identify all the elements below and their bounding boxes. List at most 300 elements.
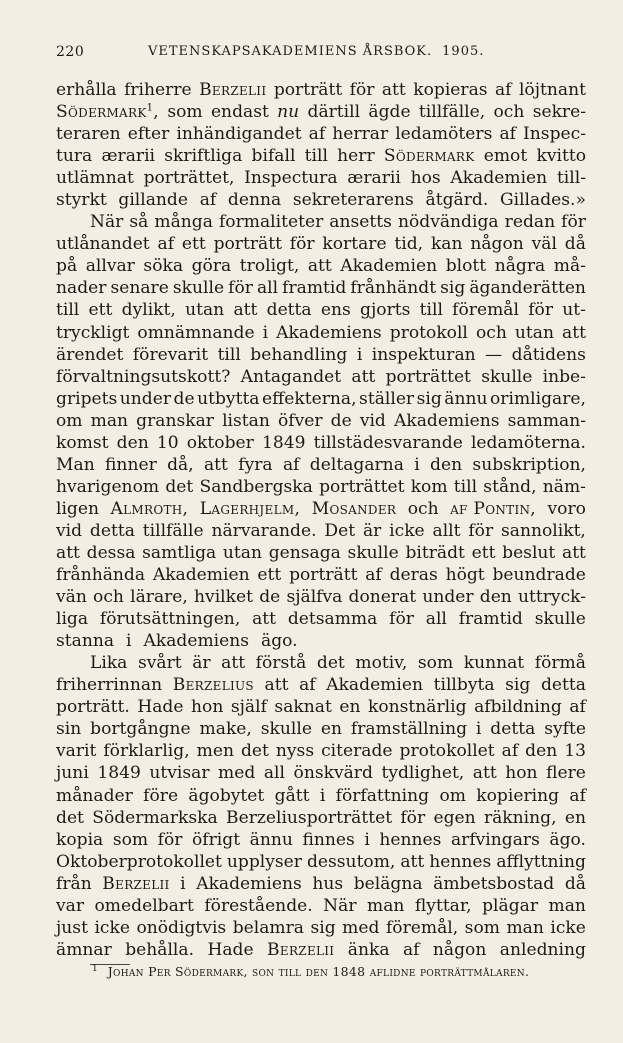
word: plägar bbox=[482, 895, 538, 916]
word: att bbox=[203, 454, 228, 475]
word: den bbox=[479, 587, 512, 608]
word: sin bbox=[56, 719, 82, 740]
word: vän bbox=[56, 587, 87, 608]
word: protokollet bbox=[399, 741, 495, 762]
word: som bbox=[167, 102, 203, 123]
word: en bbox=[339, 697, 361, 718]
word: önskvärd bbox=[293, 763, 373, 784]
word: änka bbox=[347, 939, 390, 960]
word: man bbox=[548, 895, 586, 916]
word: skulle bbox=[260, 719, 312, 740]
text-line bbox=[56, 785, 586, 807]
word: detsamma bbox=[287, 609, 378, 630]
word: uttryck- bbox=[518, 587, 586, 608]
word: icke bbox=[94, 917, 130, 938]
footnote bbox=[92, 964, 592, 979]
word: Hade bbox=[137, 697, 184, 718]
word: stanna bbox=[56, 631, 115, 652]
word: af bbox=[569, 697, 586, 718]
word: skulle bbox=[172, 278, 225, 299]
word: all bbox=[256, 278, 279, 299]
word: själf bbox=[230, 697, 267, 718]
word: ämbetsbostad bbox=[433, 873, 555, 894]
text-line bbox=[56, 277, 586, 299]
word: tillstädesvarande bbox=[313, 432, 463, 453]
word: omedelbart bbox=[94, 895, 194, 916]
word: att bbox=[562, 322, 586, 343]
word: i bbox=[364, 829, 370, 850]
word: ägobytet bbox=[188, 785, 265, 806]
word: granskar bbox=[136, 410, 214, 431]
word: Södermark bbox=[383, 146, 475, 167]
word: deras bbox=[389, 565, 438, 586]
word: gjorts bbox=[360, 300, 411, 321]
word: af bbox=[499, 124, 516, 145]
text-line bbox=[56, 564, 586, 586]
word: Almroth, bbox=[110, 498, 189, 519]
word: Inspec- bbox=[523, 124, 586, 145]
word: upplyser bbox=[226, 851, 302, 872]
word: att bbox=[233, 300, 258, 321]
word: belägna bbox=[353, 873, 423, 894]
word: kopiering bbox=[476, 785, 560, 806]
word: egen bbox=[433, 807, 476, 828]
word: med bbox=[218, 763, 256, 784]
word: efter bbox=[127, 124, 170, 145]
word: för bbox=[389, 609, 414, 630]
word: sig bbox=[310, 917, 336, 938]
word: inspekturan bbox=[371, 344, 476, 365]
text-line bbox=[56, 344, 586, 366]
word: hennes bbox=[379, 829, 442, 850]
word: i bbox=[475, 719, 482, 740]
word: det bbox=[316, 653, 345, 674]
word: framtid bbox=[458, 609, 523, 630]
word: friherrinnan bbox=[56, 675, 163, 696]
word: ställer bbox=[359, 388, 415, 409]
text-line bbox=[56, 233, 586, 255]
word: oktober bbox=[186, 432, 254, 453]
word: om bbox=[56, 410, 83, 431]
word: före bbox=[143, 785, 179, 806]
word: för bbox=[561, 212, 586, 233]
word: några bbox=[494, 256, 546, 277]
text-line bbox=[56, 101, 586, 123]
word: Akademien bbox=[152, 565, 250, 586]
word: allt bbox=[432, 520, 461, 541]
word: arfvingars bbox=[450, 829, 540, 850]
text-line bbox=[56, 299, 586, 321]
word: ännu bbox=[249, 829, 293, 850]
word: Akademiens bbox=[143, 631, 250, 652]
text-line bbox=[56, 917, 586, 939]
text-line bbox=[56, 167, 586, 189]
word: gillande bbox=[118, 190, 188, 211]
text-line bbox=[56, 939, 586, 961]
word: erhålla bbox=[56, 80, 117, 100]
word: de bbox=[330, 410, 352, 431]
text-line bbox=[56, 388, 586, 410]
word: gått bbox=[274, 785, 310, 806]
word: som bbox=[112, 829, 149, 850]
word: detta bbox=[490, 719, 536, 740]
word: Gillades.» bbox=[499, 190, 586, 211]
word: en bbox=[320, 719, 343, 740]
word: beundrade bbox=[492, 565, 586, 586]
text-line bbox=[56, 542, 586, 564]
word: Södermarkska bbox=[92, 807, 218, 828]
word: Berzeliusporträttet bbox=[226, 807, 393, 828]
word: väl bbox=[531, 234, 557, 255]
text-line bbox=[56, 851, 586, 873]
word: ansetts bbox=[329, 212, 392, 233]
word: någon bbox=[470, 234, 524, 255]
text-line bbox=[56, 762, 586, 784]
word: löjtnant bbox=[518, 80, 586, 100]
word: Akademien bbox=[340, 256, 438, 277]
word: den bbox=[116, 432, 149, 453]
word: gripets bbox=[56, 388, 118, 409]
word: själfva bbox=[286, 587, 343, 608]
word: Sandbergska bbox=[199, 476, 313, 497]
word: för bbox=[228, 278, 253, 299]
word: biträdt bbox=[405, 542, 465, 563]
word: skulle bbox=[534, 609, 586, 630]
word: kortare bbox=[322, 234, 387, 255]
word: detta bbox=[89, 520, 135, 541]
word: med bbox=[342, 917, 380, 938]
word: kopia bbox=[56, 829, 104, 850]
word: endast bbox=[210, 102, 269, 123]
word: styrkt bbox=[56, 190, 107, 211]
word: vid bbox=[359, 410, 386, 431]
word: ærarii bbox=[347, 168, 401, 189]
word: Akademiens bbox=[394, 410, 500, 431]
word: öfver bbox=[277, 410, 323, 431]
word: stånd, bbox=[483, 476, 537, 497]
word: näm- bbox=[542, 476, 586, 497]
word: Berzelii bbox=[102, 873, 170, 894]
word: detta bbox=[540, 675, 586, 696]
word: att bbox=[562, 542, 586, 563]
word: svårt bbox=[137, 653, 182, 674]
word: många bbox=[154, 212, 213, 233]
word: att bbox=[307, 256, 332, 277]
word: Akademien bbox=[450, 168, 548, 189]
word: ägde bbox=[368, 102, 411, 123]
word: af bbox=[501, 741, 519, 762]
word: hon bbox=[505, 763, 538, 784]
word: utvisar bbox=[149, 763, 210, 784]
text-line bbox=[56, 145, 586, 167]
word: teraren bbox=[56, 124, 121, 145]
word: senare bbox=[110, 278, 169, 299]
word: man bbox=[90, 410, 129, 431]
word: till bbox=[304, 146, 328, 167]
word: samtliga bbox=[142, 542, 217, 563]
text-line bbox=[56, 696, 586, 718]
word: porträttet bbox=[319, 476, 405, 497]
text-line bbox=[56, 674, 586, 696]
word: inhändigandet bbox=[176, 124, 302, 145]
word: ett bbox=[88, 300, 113, 321]
word: i bbox=[319, 785, 326, 806]
text-line bbox=[56, 829, 586, 851]
word: När bbox=[90, 212, 124, 233]
word: nyss bbox=[275, 741, 315, 762]
word: tillbyta bbox=[433, 675, 495, 696]
word: hennes bbox=[429, 851, 492, 872]
word: ligen bbox=[56, 498, 100, 519]
text-line bbox=[56, 123, 586, 145]
word: föremål, bbox=[385, 917, 459, 938]
word: i bbox=[262, 322, 269, 343]
word: tid, bbox=[394, 234, 424, 255]
word: Oktoberprotokollet bbox=[56, 851, 222, 872]
word: förutsättningen, bbox=[99, 609, 241, 630]
word: afbildning bbox=[474, 697, 562, 718]
word: från bbox=[56, 873, 92, 894]
word: protokoll bbox=[389, 322, 468, 343]
word: behålla. bbox=[125, 939, 195, 960]
word: 10 bbox=[156, 432, 179, 453]
word: ägo. bbox=[261, 631, 298, 652]
word: behandling bbox=[250, 344, 348, 365]
word: för bbox=[468, 520, 494, 541]
word: icke bbox=[550, 917, 586, 938]
word: dåtidens bbox=[511, 344, 586, 365]
text-line bbox=[56, 454, 586, 476]
word: att bbox=[400, 851, 425, 872]
word: för bbox=[400, 807, 426, 828]
word: icke bbox=[389, 520, 425, 541]
word: ännu bbox=[444, 388, 488, 409]
word: af bbox=[402, 939, 420, 960]
word: utbytta bbox=[197, 388, 260, 409]
word: redan bbox=[504, 212, 556, 233]
word: herr bbox=[337, 146, 375, 167]
word: Berzelii bbox=[267, 939, 335, 960]
word: det bbox=[165, 476, 194, 497]
word: det bbox=[240, 741, 269, 762]
word: Lagerhjelm, bbox=[199, 498, 301, 519]
word: ett bbox=[471, 542, 496, 563]
word: bortgångne bbox=[90, 719, 191, 740]
word: tillfälle, bbox=[418, 102, 486, 123]
word: ens bbox=[320, 300, 351, 321]
word: effekterna, bbox=[262, 388, 357, 409]
word: under bbox=[119, 388, 172, 409]
word: utlånandet bbox=[56, 234, 150, 255]
word: att bbox=[472, 763, 497, 784]
word: tillfälle bbox=[142, 520, 204, 541]
word: syfte bbox=[544, 719, 586, 740]
word: blott bbox=[445, 256, 487, 277]
word: tura bbox=[56, 146, 93, 167]
word: till bbox=[453, 476, 478, 497]
word: dessutom, bbox=[306, 851, 396, 872]
word: ärendet bbox=[56, 344, 124, 365]
word: nödvändiga bbox=[397, 212, 499, 233]
word: utan bbox=[185, 300, 225, 321]
word: porträtt bbox=[289, 565, 358, 586]
word: af bbox=[569, 785, 586, 806]
word: sig bbox=[505, 675, 531, 696]
word: flere bbox=[546, 763, 586, 784]
text-line bbox=[56, 895, 586, 917]
word: om bbox=[439, 785, 466, 806]
word: porträtt. bbox=[56, 697, 130, 718]
word: sekre- bbox=[532, 102, 586, 123]
word: hus bbox=[312, 873, 344, 894]
word: tryckligt bbox=[56, 322, 130, 343]
text-line bbox=[56, 586, 586, 608]
text-line bbox=[56, 873, 586, 895]
body-text bbox=[56, 79, 586, 961]
word: utan bbox=[514, 322, 554, 343]
word: belamra bbox=[232, 917, 304, 938]
word: så bbox=[129, 212, 149, 233]
word: ägo. bbox=[549, 829, 586, 850]
word: och bbox=[407, 498, 439, 519]
word: donerat bbox=[348, 587, 417, 608]
word: Akademiens bbox=[276, 322, 382, 343]
word: porträtt bbox=[273, 80, 343, 100]
word: friherre bbox=[124, 80, 192, 100]
word: i bbox=[126, 631, 132, 652]
footnote-marker: 1 bbox=[92, 964, 98, 974]
word: liga bbox=[56, 609, 89, 630]
word: skriftliga bbox=[164, 146, 243, 167]
word: författning bbox=[335, 785, 430, 806]
word: sig bbox=[416, 388, 442, 409]
word: herrar bbox=[332, 124, 389, 145]
word: nader bbox=[56, 278, 107, 299]
word: dylikt, bbox=[121, 300, 176, 321]
word: som bbox=[464, 917, 500, 938]
word: framtid bbox=[282, 278, 347, 299]
word: juni bbox=[56, 763, 89, 784]
word: finnes bbox=[302, 829, 355, 850]
word: förvaltningsutskott? bbox=[56, 366, 231, 387]
word: porträtt bbox=[213, 234, 282, 255]
text-line bbox=[56, 79, 586, 101]
word: samman- bbox=[507, 410, 586, 431]
word: må- bbox=[553, 256, 586, 277]
word: af bbox=[365, 565, 382, 586]
word: flyttar, bbox=[414, 895, 472, 916]
word: allvar bbox=[85, 256, 135, 277]
word: — bbox=[485, 344, 503, 365]
word: finner bbox=[105, 454, 157, 475]
word: närvarande. bbox=[211, 520, 317, 541]
word: Södermark$^1$, bbox=[56, 102, 160, 123]
word: saknat bbox=[274, 697, 332, 718]
word: af bbox=[494, 80, 512, 100]
word: ærarii bbox=[101, 146, 156, 167]
word: motiv, bbox=[355, 653, 408, 674]
word: vid bbox=[56, 520, 83, 541]
word: hvarigenom bbox=[56, 476, 160, 497]
text-line bbox=[56, 652, 586, 674]
word: kom bbox=[410, 476, 448, 497]
word: till- bbox=[556, 168, 586, 189]
word: kunnat bbox=[463, 653, 525, 674]
text-line bbox=[56, 718, 586, 740]
word: varit bbox=[56, 741, 97, 762]
word: framställning bbox=[350, 719, 468, 740]
word: föremål bbox=[452, 300, 519, 321]
word: kan bbox=[430, 234, 463, 255]
text-line bbox=[56, 211, 586, 233]
word: beslut bbox=[502, 542, 556, 563]
text-line bbox=[56, 476, 586, 498]
word: under bbox=[422, 587, 474, 608]
word: det bbox=[56, 807, 84, 828]
word: Antagandet bbox=[240, 366, 342, 387]
word: ett bbox=[257, 565, 282, 586]
word: för bbox=[528, 300, 553, 321]
word: då bbox=[564, 234, 586, 255]
text-line bbox=[56, 807, 586, 829]
word: de bbox=[173, 388, 195, 409]
word: är bbox=[192, 653, 211, 674]
word: att bbox=[264, 675, 289, 696]
word: var bbox=[56, 895, 85, 916]
word: nu bbox=[277, 102, 300, 123]
word: ämnar bbox=[56, 939, 112, 960]
word: listan bbox=[222, 410, 270, 431]
word: Det bbox=[324, 520, 356, 541]
word: till bbox=[419, 300, 443, 321]
word: subskription, bbox=[472, 454, 586, 475]
word: konstnärlig bbox=[368, 697, 467, 718]
word: af bbox=[308, 124, 326, 145]
word: formaliteter bbox=[218, 212, 324, 233]
word: i bbox=[356, 344, 363, 365]
text-line bbox=[56, 520, 586, 542]
word: porträttet, bbox=[143, 168, 235, 189]
word: förmå bbox=[534, 653, 586, 674]
word: fyra bbox=[238, 454, 273, 475]
word: Mosander bbox=[311, 498, 397, 519]
word: onödigtvis bbox=[136, 917, 227, 938]
word: gensaga bbox=[268, 542, 341, 563]
word: för bbox=[157, 829, 183, 850]
word: af bbox=[282, 454, 300, 475]
word: kopieras bbox=[413, 80, 488, 100]
text-line bbox=[56, 322, 586, 344]
text-line bbox=[56, 740, 586, 762]
word: just bbox=[56, 917, 88, 938]
word: sekreterarens bbox=[292, 190, 414, 211]
word: Hade bbox=[207, 939, 254, 960]
word: någon bbox=[432, 939, 487, 960]
word: söka bbox=[143, 256, 184, 277]
word: att bbox=[56, 542, 80, 563]
word: hon bbox=[191, 697, 224, 718]
word: därtill bbox=[307, 102, 361, 123]
text-line bbox=[56, 410, 586, 432]
word: bifall bbox=[251, 146, 296, 167]
running-title-year: 1905. bbox=[442, 44, 485, 59]
word: lärare, bbox=[130, 587, 188, 608]
word: afflyttning bbox=[496, 851, 586, 872]
word: då bbox=[564, 873, 586, 894]
word: de bbox=[259, 587, 281, 608]
word: äganderätten bbox=[469, 278, 586, 299]
word: voro bbox=[547, 498, 586, 519]
